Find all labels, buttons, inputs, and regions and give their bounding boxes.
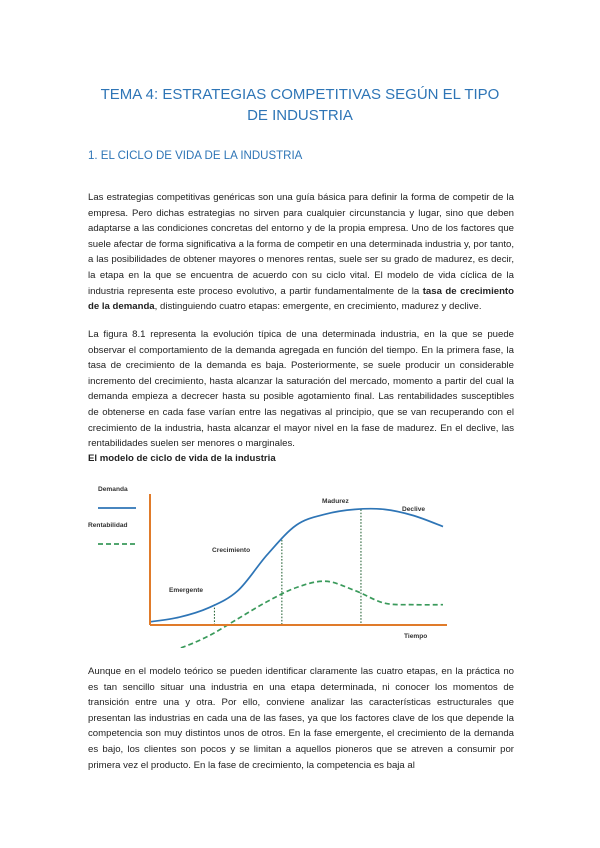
page-title: TEMA 4: ESTRATEGIAS COMPETITIVAS SEGÚN EL TIPO DE INDUSTRIA	[100, 86, 500, 124]
paragraph-1-text-a: Las estrategias competitivas genéricas son una guía básica para definir la forma de competir de la empresa. Pero dichas estrategias no sirven para cualquier circunstancia y lugar, sino que deben adaptarse a las condiciones concretas del entorno y de la propia empresa. Uno de los factores que suele afectar de forma significativa a la forma de competir en una determinada industria y, por tanto, a las posibilidades de obtener mayores o menores rentas, suele ser su grado de madurez, es decir, la etapa en la que se encuentra de acuerdo con su ciclo vital. El modelo de vida cíclica de la industria representa este proceso evolutivo, a partir fundamentalmente de la	[88, 192, 514, 297]
stage-label-declive: Declive	[402, 506, 426, 513]
stage-label-emergente: Emergente	[169, 587, 204, 594]
paragraph-2: La figura 8.1 representa la evolución típica de una determinada industria, en la que se puede observar el comportamiento de la demanda agregada en función del tiempo. En la primera fase, la tasa de crecimiento de la demanda es baja. Posteriormente, se suele producir un considerable incremento del crecimiento, hasta alcanzar la saturación del mercado, momento a partir del cual la demanda empieza a decrecer hasta su posible agotamiento final. Las rentabilidades susceptibles de obtenerse en cada fase varían entre las negativas al principio, que se van recuperando con el crecimiento de la industria, hasta alcanzar el mayor nivel en la fase de madurez. En el declive, las rentabilidades suelen ser menores o marginales.	[88, 329, 514, 450]
section-heading: 1. EL CICLO DE VIDA DE LA INDUSTRIA	[88, 150, 303, 162]
paragraph-1-text-b: , distinguiendo cuatro etapas: emergente, en crecimiento, madurez y declive.	[154, 301, 482, 313]
x-axis-label: Tiempo	[404, 633, 428, 640]
life-cycle-chart	[88, 478, 468, 648]
legend-label-rentabilidad: Rentabilidad	[88, 522, 128, 529]
figure-title: El modelo de ciclo de vida de la industria	[88, 453, 276, 464]
legend-label-demanda: Demanda	[98, 486, 128, 493]
stage-label-crecimiento: Crecimiento	[212, 547, 251, 554]
series-line-demanda	[150, 509, 443, 622]
paragraph-1	[88, 190, 514, 315]
paragraph-1-bold: tasa de crecimiento de la demanda	[88, 285, 514, 313]
stage-label-madurez: Madurez	[322, 498, 349, 505]
paragraph-3: Aunque en el modelo teórico se pueden identificar claramente las cuatro etapas, en la práctica no es tan sencillo situar una industria en una etapa determinada, ni conocer los momentos de transición entre una y otra. Por ello, conviene analizar las características estructurales que presentan las industrias en cada una de las fases, ya que los factores clave de los que depende la competencia son muy distintos unos de otros. En la fase emergente, el crecimiento de la demanda es bajo, los clientes son pocos y se limitan a aquellos pioneros que se atreven a consumir por primera vez el producto. En la fase de crecimiento, la competencia es baja al	[88, 666, 514, 771]
